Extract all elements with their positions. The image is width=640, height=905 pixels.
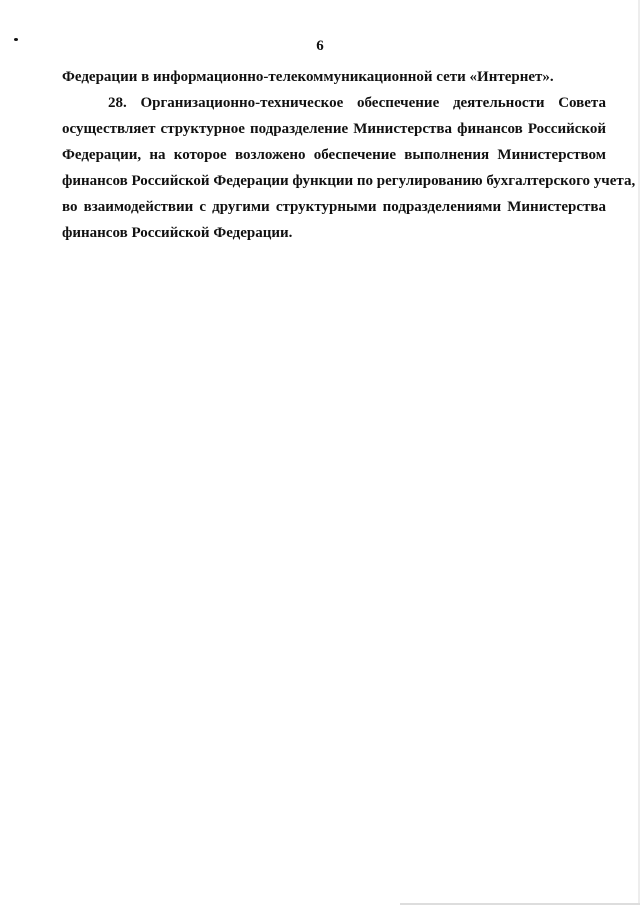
item-28-word-1: Организационно-техническое (140, 95, 344, 111)
text-line-5: финансов Российской Федерации функции по регулированию бухгалтерского учета, (62, 173, 636, 189)
text-line-7: финансов Российской Федерации. (62, 225, 293, 241)
text-line-6: во взаимодействии с другими структурными подразделениями Министерства (62, 199, 606, 215)
item-28-number: 28. (108, 95, 127, 111)
document-body (62, 64, 636, 246)
page-number: 6 (316, 38, 324, 54)
item-28-first-line (62, 90, 606, 116)
item-28-word-2: обеспечение (356, 95, 440, 111)
text-line-3: осуществляет структурное подразделение Министерства финансов Российской (62, 121, 606, 137)
item-28-word-4: Совета (558, 95, 606, 111)
text-line-1: Федерации в информационно-телекоммуникационной сети «Интернет». (62, 69, 554, 85)
text-line-4: Федерации, на которое возложено обеспечение выполнения Министерством (62, 147, 606, 163)
item-28-word-3: деятельности (452, 95, 545, 111)
